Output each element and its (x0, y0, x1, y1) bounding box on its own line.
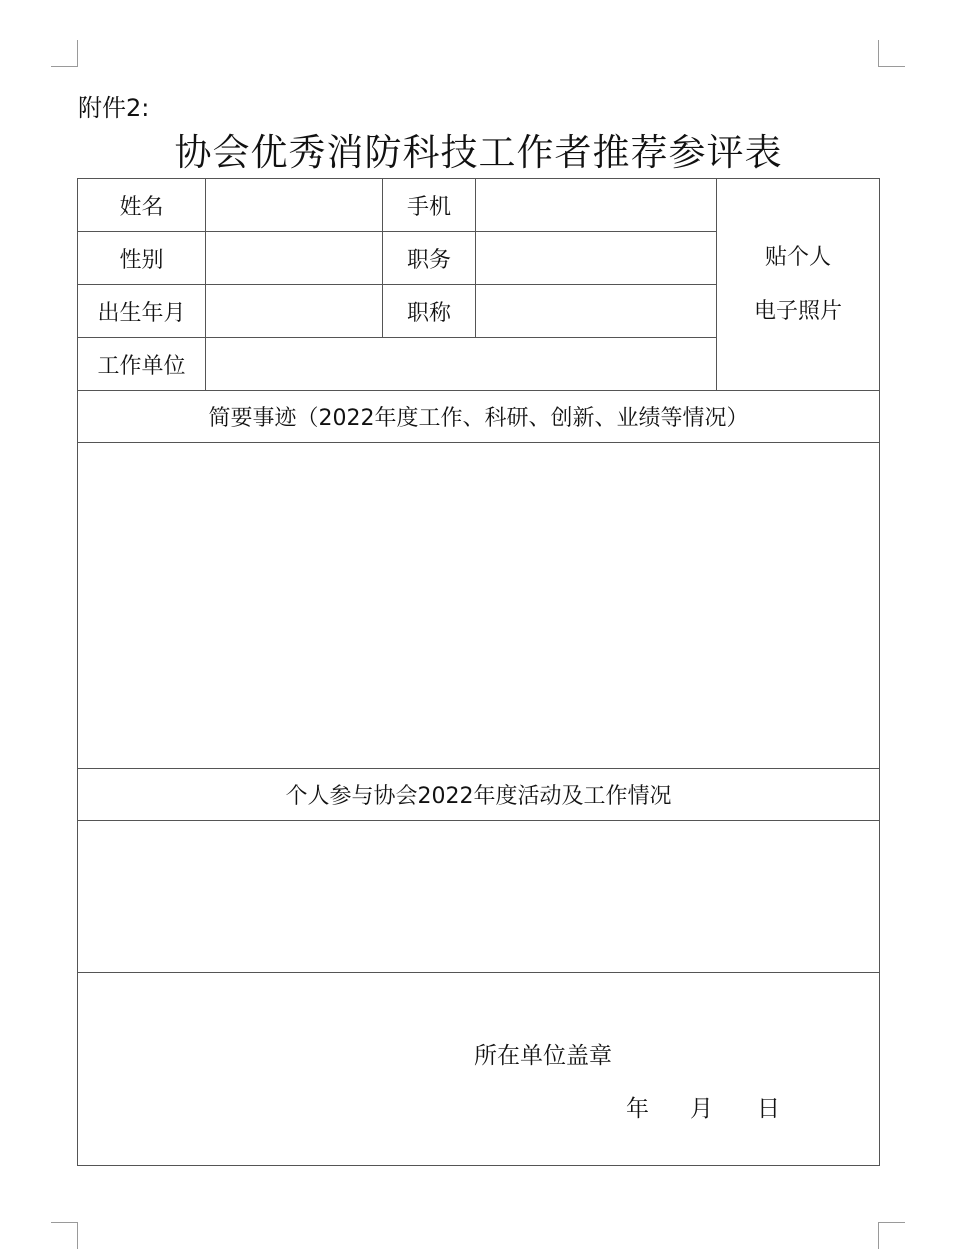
seal-label: 所在单位盖章 (474, 1043, 612, 1069)
name-label: 姓名 (78, 179, 206, 232)
professional-title-value-cell[interactable] (476, 285, 717, 338)
birth-value-cell[interactable] (206, 285, 383, 338)
professional-title-label: 职称 (383, 285, 476, 338)
document-title: 协会优秀消防科技工作者推荐参评表 (174, 131, 783, 174)
birth-label: 出生年月 (78, 285, 206, 338)
photo-label-line1: 贴个人 (764, 244, 831, 270)
gender-value-cell[interactable] (206, 232, 383, 285)
employer-value-cell[interactable] (206, 338, 717, 391)
gender-label: 性别 (78, 232, 206, 285)
phone-value-cell[interactable] (476, 179, 717, 232)
photo-placeholder[interactable] (717, 179, 880, 391)
crop-mark-bottom-left (51, 1222, 78, 1249)
name-value-cell[interactable] (206, 179, 383, 232)
recommendation-form-table (77, 178, 880, 1166)
achievements-heading: 简要事迹（2022年度工作、科研、创新、业绩等情况） (78, 391, 880, 443)
seal-row (78, 973, 880, 1166)
activities-heading: 个人参与协会2022年度活动及工作情况 (78, 769, 880, 821)
activities-body-row (78, 821, 880, 973)
employer-label: 工作单位 (78, 338, 206, 391)
date-day-label: 日 (757, 1096, 780, 1122)
date-month-label: 月 (690, 1096, 713, 1122)
seal-box (78, 973, 879, 1165)
phone-label: 手机 (383, 179, 476, 232)
activities-content-cell[interactable] (78, 821, 880, 973)
position-label: 职务 (383, 232, 476, 285)
achievements-content-cell[interactable] (78, 443, 880, 769)
crop-mark-top-right (878, 40, 905, 67)
crop-mark-top-left (51, 40, 78, 67)
position-value-cell[interactable] (476, 232, 717, 285)
seal-cell[interactable] (78, 973, 880, 1166)
form-row-name (78, 179, 880, 232)
crop-mark-bottom-right (878, 1222, 905, 1249)
date-year-label: 年 (626, 1096, 649, 1122)
achievements-body-row (78, 443, 880, 769)
activities-header-row (78, 769, 880, 821)
photo-label-line2: 电子照片 (753, 298, 842, 324)
achievements-header-row (78, 391, 880, 443)
attachment-label: 附件2: (78, 94, 150, 122)
